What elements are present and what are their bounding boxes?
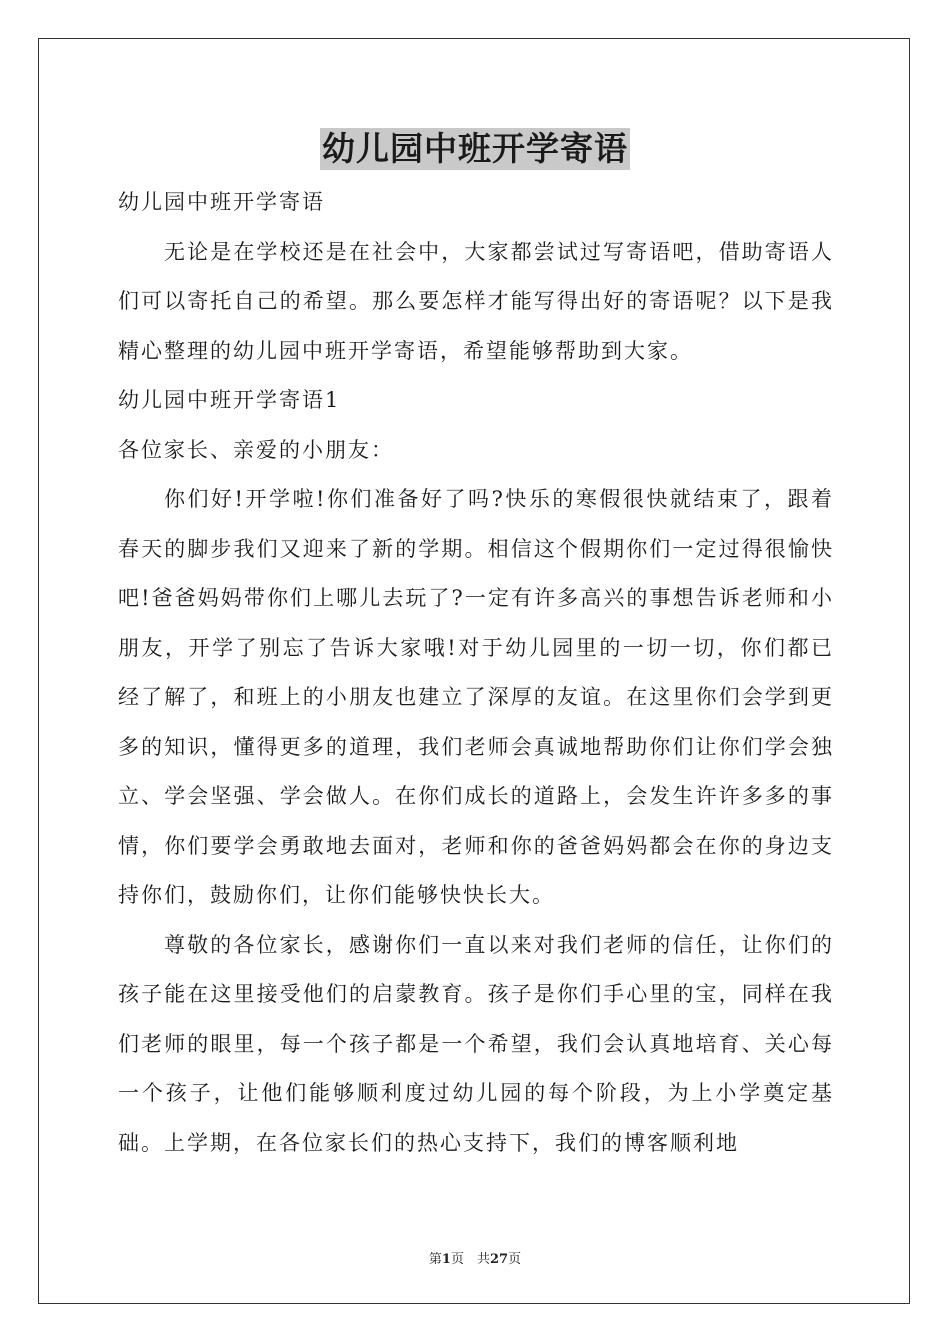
section-heading: 幼儿园中班开学寄语1: [118, 388, 341, 412]
title-container: [0, 128, 950, 170]
document-subtitle: 幼儿园中班开学寄语: [118, 190, 325, 214]
page-footer: [0, 1248, 950, 1267]
body-paragraph-2: 尊敬的各位家长，感谢你们一直以来对我们老师的信任，让你们的孩子能在这里接受他们的启蒙教育。孩子是你们手心里的宝，同样在我们老师的眼里，每一个孩子都是一个希望，我们会认真地培育、关心每一个孩子，让他们能够顺利度过幼儿园的每个阶段，为上小学奠定基础。上学期，在各位家长们的热心支持下，我们的博客顺利地: [118, 932, 834, 1155]
page-label-prefix: 第: [428, 1252, 442, 1267]
page-label-mid: 页 共: [450, 1252, 490, 1267]
total-pages-number: 27: [489, 1252, 509, 1267]
document-body: [118, 178, 834, 1168]
body-paragraph-1: 你们好!开学啦!你们准备好了吗?快乐的寒假很快就结束了，跟着春天的脚步我们又迎来了新的学期。相信这个假期你们一定过得很愉快吧!爸爸妈妈带你们上哪儿去玩了?一定有许多高兴的事想告诉老师和小朋友，开学了别忘了告诉大家哦!对于幼儿园里的一切一切，你们都已经了解了，和班上的小朋友也建立了深厚的友谊。在这里你们会学到更多的知识，懂得更多的道理，我们老师会真诚地帮助你们让你们学会独立、学会坚强、学会做人。在你们成长的道路上，会发生许许多多的事情，你们要学会勇敢地去面对，老师和你的爸爸妈妈都会在你的身边支持你们，鼓励你们，让你们能够快快长大。: [118, 487, 834, 907]
document-title: 幼儿园中班开学寄语: [322, 129, 628, 168]
page-label-suffix: 页: [508, 1252, 522, 1267]
intro-paragraph: 无论是在学校还是在社会中，大家都尝试过写寄语吧，借助寄语人们可以寄托自己的希望。那么要怎样才能写得出好的寄语呢？以下是我精心整理的幼儿园中班开学寄语，希望能够帮助到大家。: [118, 239, 834, 363]
salutation: 各位家长、亲爱的小朋友：: [118, 437, 394, 462]
current-page-number: 1: [441, 1252, 451, 1267]
